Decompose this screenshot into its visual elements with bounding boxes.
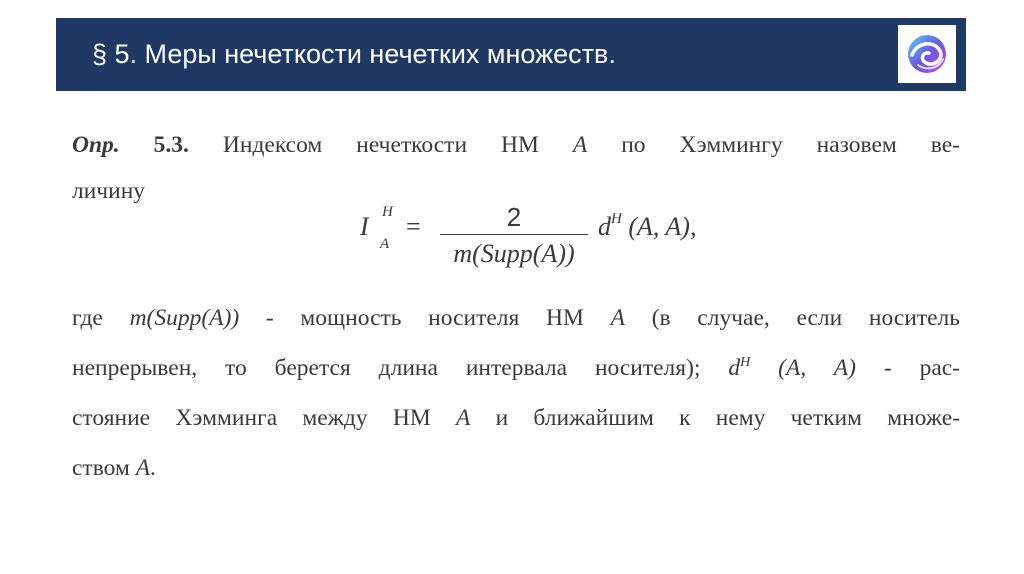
set-variable: A (610, 305, 625, 331)
measure-expression: m(Supp(A)) (129, 305, 240, 331)
definition-text-tail: по Хэммингу назовем ве- (621, 132, 960, 158)
formula-equals: = (406, 212, 421, 241)
formula-lhs-subscript: A (380, 236, 390, 252)
explanation-line-3: стояние Хэмминга между НМ A и ближайшим к нему четким множе- (72, 405, 961, 431)
formula-rhs: $d^H$ (A, A), (598, 211, 697, 241)
explanation-line-1: где m(Supp(A)) - мощность носителя НМ A (в случае, если носитель (72, 305, 960, 331)
explanation-line-2: непрерывен, то берется длина интервала носителя); $d^H$ (A, A) - рас- (72, 355, 961, 381)
hamming-distance-expression: $d^H$ (A, A) (728, 355, 856, 381)
set-variable: A (135, 455, 151, 481)
slide-title: § 5. Меры нечеткости нечетких множеств. (92, 39, 616, 69)
definition-line-2: личину (72, 178, 146, 204)
divider (294, 91, 338, 94)
explanation-paragraph (72, 293, 960, 493)
swirl-logo-icon (898, 25, 956, 83)
formula-lhs-superscript: H (382, 204, 393, 220)
formula-lhs: I H A (360, 204, 393, 252)
set-variable: A (455, 405, 471, 431)
formula-denominator: m(Supp(A)) (453, 239, 575, 268)
formula-fraction (440, 200, 588, 271)
slide-header (56, 18, 966, 91)
formula-numerator: 2 (506, 202, 522, 232)
definition-text: Индексом нечеткости НМ (222, 132, 539, 158)
definition-label: Опр. 5.3. (72, 132, 189, 158)
definition-line-1 (72, 122, 960, 168)
explanation-line-4: ством A. (72, 455, 156, 481)
set-variable: A (572, 132, 588, 158)
